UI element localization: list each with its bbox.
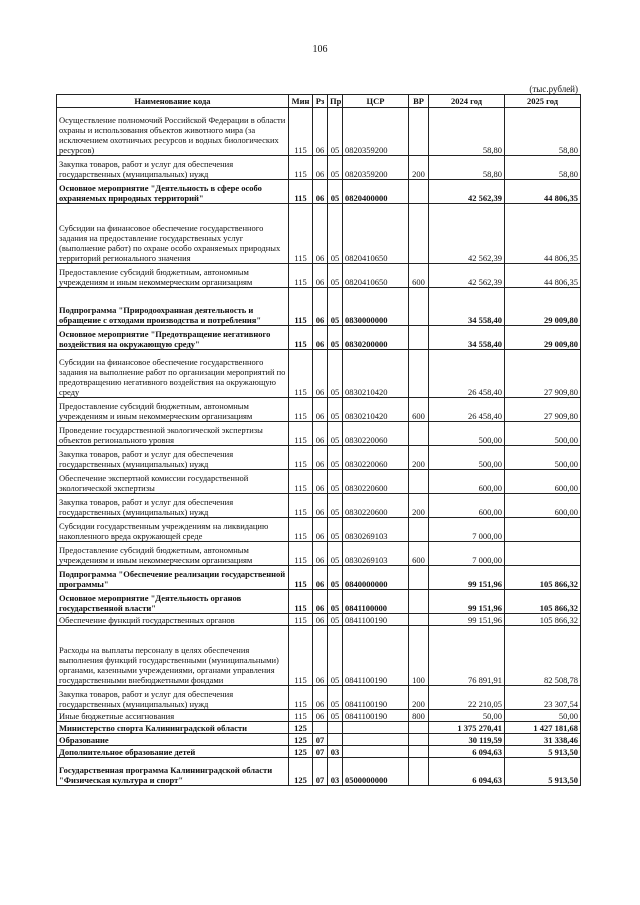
row-pr: 05 [328, 288, 343, 326]
row-rz: 06 [313, 494, 328, 518]
row-2024: 42 562,39 [429, 264, 505, 288]
table-row [57, 614, 581, 626]
row-2024: 76 891,91 [429, 626, 505, 686]
row-name: Предоставление субсидий бюджетным, автономным учреждениям и иным некоммерческим организациям [57, 264, 289, 288]
table-row [57, 350, 581, 398]
row-vr [409, 734, 429, 746]
row-vr [409, 288, 429, 326]
row-pr [328, 734, 343, 746]
row-2025: 29 009,80 [505, 288, 581, 326]
row-pr: 05 [328, 264, 343, 288]
table-row [57, 494, 581, 518]
row-pr: 05 [328, 156, 343, 180]
row-pr: 05 [328, 614, 343, 626]
row-pr: 05 [328, 326, 343, 350]
row-rz: 06 [313, 180, 328, 204]
row-rz: 06 [313, 626, 328, 686]
table-row [57, 686, 581, 710]
row-2024: 34 558,40 [429, 288, 505, 326]
row-csr: 0830220600 [343, 494, 409, 518]
row-name: Государственная программа Калининградской области "Физическая культура и спорт" [57, 758, 289, 786]
row-2024: 600,00 [429, 494, 505, 518]
header-vr: ВР [409, 95, 429, 108]
row-name: Обеспечение функций государственных органов [57, 614, 289, 626]
row-min: 115 [289, 204, 313, 264]
row-2025: 105 866,32 [505, 614, 581, 626]
row-min: 115 [289, 614, 313, 626]
row-pr: 05 [328, 518, 343, 542]
row-csr: 0830210420 [343, 398, 409, 422]
row-vr [409, 518, 429, 542]
row-vr: 200 [409, 446, 429, 470]
row-2024: 34 558,40 [429, 326, 505, 350]
row-pr: 03 [328, 758, 343, 786]
row-pr: 05 [328, 446, 343, 470]
row-min: 115 [289, 398, 313, 422]
row-pr: 05 [328, 686, 343, 710]
row-name: Субсидии на финансовое обеспечение государственного задания на предоставление государственных услуг (выполнение работ) по охране особо охраняемых природных территорий регионального значения [57, 204, 289, 264]
row-csr: 0820359200 [343, 156, 409, 180]
row-2024: 500,00 [429, 422, 505, 446]
row-rz: 06 [313, 108, 328, 156]
row-min: 115 [289, 590, 313, 614]
row-min: 115 [289, 180, 313, 204]
row-min: 115 [289, 108, 313, 156]
table-row [57, 722, 581, 734]
row-rz: 06 [313, 614, 328, 626]
row-name: Предоставление субсидий бюджетным, автономным учреждениям и иным некоммерческим организациям [57, 542, 289, 566]
row-pr: 05 [328, 626, 343, 686]
row-2024: 99 151,96 [429, 590, 505, 614]
row-vr [409, 590, 429, 614]
row-rz: 06 [313, 350, 328, 398]
row-pr: 05 [328, 108, 343, 156]
row-name: Подпрограмма "Природоохранная деятельность и обращение с отходами производства и потребления" [57, 288, 289, 326]
row-name: Закупка товаров, работ и услуг для обеспечения государственных (муниципальных) нужд [57, 156, 289, 180]
row-2025: 27 909,80 [505, 350, 581, 398]
row-2025: 50,00 [505, 710, 581, 722]
row-vr [409, 326, 429, 350]
table-row [57, 542, 581, 566]
row-2024: 6 094,63 [429, 758, 505, 786]
header-csr: ЦСР [343, 95, 409, 108]
row-2025 [505, 518, 581, 542]
row-rz: 06 [313, 566, 328, 590]
header-pr: Пр [328, 95, 343, 108]
row-min: 125 [289, 734, 313, 746]
row-vr: 100 [409, 626, 429, 686]
row-2025: 29 009,80 [505, 326, 581, 350]
header-min: Мин [289, 95, 313, 108]
row-rz: 07 [313, 758, 328, 786]
row-name: Проведение государственной экологической экспертизы объектов регионального уровня [57, 422, 289, 446]
row-2025: 44 806,35 [505, 180, 581, 204]
row-pr: 05 [328, 494, 343, 518]
row-csr: 0841100000 [343, 590, 409, 614]
table-row [57, 108, 581, 156]
table-row [57, 626, 581, 686]
row-rz: 06 [313, 422, 328, 446]
row-name: Субсидии на финансовое обеспечение государственного задания на выполнение работ по организации мероприятий по предотвращению негативного воздействия на окружающую среду [57, 350, 289, 398]
row-vr: 200 [409, 156, 429, 180]
row-name: Министерство спорта Калининградской области [57, 722, 289, 734]
row-csr: 0820410650 [343, 264, 409, 288]
row-2024: 58,80 [429, 156, 505, 180]
row-pr: 05 [328, 350, 343, 398]
row-rz: 06 [313, 204, 328, 264]
row-vr [409, 746, 429, 758]
row-csr: 0830220600 [343, 470, 409, 494]
row-vr: 200 [409, 494, 429, 518]
row-2024: 30 119,59 [429, 734, 505, 746]
row-2025: 600,00 [505, 470, 581, 494]
row-rz: 06 [313, 518, 328, 542]
row-2025: 58,80 [505, 108, 581, 156]
row-vr [409, 108, 429, 156]
row-pr: 05 [328, 470, 343, 494]
header-rz: Рз [313, 95, 328, 108]
row-min: 115 [289, 542, 313, 566]
row-csr: 0841100190 [343, 710, 409, 722]
row-2024: 600,00 [429, 470, 505, 494]
row-min: 115 [289, 446, 313, 470]
row-name: Подпрограмма "Обеспечение реализации государственной программы" [57, 566, 289, 590]
table-row [57, 710, 581, 722]
row-min: 115 [289, 156, 313, 180]
row-csr: 0830000000 [343, 288, 409, 326]
row-csr: 0830269103 [343, 518, 409, 542]
row-rz: 06 [313, 326, 328, 350]
row-rz: 06 [313, 446, 328, 470]
row-rz: 06 [313, 542, 328, 566]
row-2024: 58,80 [429, 108, 505, 156]
row-csr: 0830220060 [343, 446, 409, 470]
row-pr: 05 [328, 590, 343, 614]
table-row [57, 204, 581, 264]
row-vr: 600 [409, 398, 429, 422]
row-min: 115 [289, 350, 313, 398]
row-csr: 0841100190 [343, 626, 409, 686]
row-csr: 0500000000 [343, 758, 409, 786]
table-row [57, 264, 581, 288]
row-2025: 1 427 181,68 [505, 722, 581, 734]
row-min: 125 [289, 746, 313, 758]
row-vr [409, 566, 429, 590]
row-rz: 06 [313, 710, 328, 722]
row-min: 115 [289, 518, 313, 542]
row-csr [343, 734, 409, 746]
row-min: 115 [289, 288, 313, 326]
row-2024: 99 151,96 [429, 614, 505, 626]
row-2025: 82 508,78 [505, 626, 581, 686]
row-csr: 0830220060 [343, 422, 409, 446]
row-csr: 0830200000 [343, 326, 409, 350]
row-csr [343, 746, 409, 758]
row-vr [409, 350, 429, 398]
table-row [57, 590, 581, 614]
row-rz: 06 [313, 288, 328, 326]
row-2024: 500,00 [429, 446, 505, 470]
table-row [57, 422, 581, 446]
row-name: Осуществление полномочий Российской Федерации в области охраны и использования объектов животного мира (за исключением охотничьих ресурсов и водных биологических ресурсов) [57, 108, 289, 156]
row-pr: 05 [328, 398, 343, 422]
row-2024: 26 458,40 [429, 398, 505, 422]
row-2025: 500,00 [505, 422, 581, 446]
row-min: 115 [289, 566, 313, 590]
row-2024: 42 562,39 [429, 204, 505, 264]
row-2025: 23 307,54 [505, 686, 581, 710]
row-pr: 05 [328, 422, 343, 446]
row-name: Закупка товаров, работ и услуг для обеспечения государственных (муниципальных) нужд [57, 494, 289, 518]
row-min: 115 [289, 686, 313, 710]
row-rz: 06 [313, 590, 328, 614]
row-min: 115 [289, 494, 313, 518]
row-rz: 06 [313, 264, 328, 288]
row-csr: 0820359200 [343, 108, 409, 156]
row-min: 115 [289, 626, 313, 686]
table-row [57, 470, 581, 494]
table-row [57, 734, 581, 746]
row-pr: 05 [328, 180, 343, 204]
table-row [57, 288, 581, 326]
row-vr [409, 180, 429, 204]
row-name: Закупка товаров, работ и услуг для обеспечения государственных (муниципальных) нужд [57, 446, 289, 470]
row-pr: 03 [328, 746, 343, 758]
row-rz: 07 [313, 746, 328, 758]
row-pr [328, 722, 343, 734]
row-2025: 27 909,80 [505, 398, 581, 422]
header-2025: 2025 год [505, 95, 581, 108]
row-vr [409, 614, 429, 626]
row-2024: 42 562,39 [429, 180, 505, 204]
table-row [57, 398, 581, 422]
table-row [57, 758, 581, 786]
budget-table [56, 94, 581, 786]
row-name: Обеспечение экспертной комиссии государственной экологической экспертизы [57, 470, 289, 494]
row-pr: 05 [328, 542, 343, 566]
units-label: (тыс.рублей) [529, 84, 578, 94]
row-min: 115 [289, 264, 313, 288]
row-2024: 99 151,96 [429, 566, 505, 590]
header-2024: 2024 год [429, 95, 505, 108]
row-2025: 105 866,32 [505, 590, 581, 614]
row-2025: 58,80 [505, 156, 581, 180]
table-row [57, 566, 581, 590]
row-name: Предоставление субсидий бюджетным, автономным учреждениям и иным некоммерческим организациям [57, 398, 289, 422]
row-name: Основное мероприятие "Деятельность органов государственной власти" [57, 590, 289, 614]
row-csr: 0830210420 [343, 350, 409, 398]
row-min: 115 [289, 470, 313, 494]
row-csr: 0820410650 [343, 204, 409, 264]
row-csr: 0820400000 [343, 180, 409, 204]
row-vr [409, 422, 429, 446]
row-2025: 500,00 [505, 446, 581, 470]
row-csr: 0841100190 [343, 614, 409, 626]
table-header-row [57, 95, 581, 108]
row-rz: 06 [313, 686, 328, 710]
row-2025: 5 913,50 [505, 758, 581, 786]
page-number: 106 [312, 44, 328, 55]
row-csr: 0841100190 [343, 686, 409, 710]
table-row [57, 746, 581, 758]
row-vr [409, 204, 429, 264]
row-2025: 105 866,32 [505, 566, 581, 590]
row-2025 [505, 542, 581, 566]
row-2024: 6 094,63 [429, 746, 505, 758]
row-2025: 44 806,35 [505, 204, 581, 264]
row-vr [409, 470, 429, 494]
row-min: 115 [289, 326, 313, 350]
row-rz [313, 722, 328, 734]
row-name: Субсидии государственным учреждениям на ликвидацию накопленного вреда окружающей среде [57, 518, 289, 542]
row-2025: 31 338,46 [505, 734, 581, 746]
row-min: 125 [289, 758, 313, 786]
row-2025: 44 806,35 [505, 264, 581, 288]
row-vr: 200 [409, 686, 429, 710]
table-row [57, 446, 581, 470]
row-name: Образование [57, 734, 289, 746]
row-rz: 07 [313, 734, 328, 746]
row-min: 115 [289, 422, 313, 446]
row-2024: 26 458,40 [429, 350, 505, 398]
row-vr: 600 [409, 264, 429, 288]
row-name: Дополнительное образование детей [57, 746, 289, 758]
table-row [57, 156, 581, 180]
row-csr: 0840000000 [343, 566, 409, 590]
row-2024: 1 375 270,41 [429, 722, 505, 734]
row-2024: 50,00 [429, 710, 505, 722]
header-name: Наименование кода [57, 95, 289, 108]
table-row [57, 326, 581, 350]
row-name: Расходы на выплаты персоналу в целях обеспечения выполнения функций государственными (муниципальными) органами, казенными учреждениями, органами управления государственными внебюджетными фондами [57, 626, 289, 686]
row-vr [409, 758, 429, 786]
row-2024: 7 000,00 [429, 518, 505, 542]
row-name: Основное мероприятие "Предотвращение негативного воздействия на окружающую среду" [57, 326, 289, 350]
row-vr: 600 [409, 542, 429, 566]
row-2025: 600,00 [505, 494, 581, 518]
row-pr: 05 [328, 710, 343, 722]
row-name: Основное мероприятие "Деятельность в сфере особо охраняемых природных территорий" [57, 180, 289, 204]
row-min: 125 [289, 722, 313, 734]
row-name: Закупка товаров, работ и услуг для обеспечения государственных (муниципальных) нужд [57, 686, 289, 710]
table-row [57, 518, 581, 542]
row-rz: 06 [313, 398, 328, 422]
row-vr [409, 722, 429, 734]
row-rz: 06 [313, 156, 328, 180]
row-rz: 06 [313, 470, 328, 494]
row-min: 115 [289, 710, 313, 722]
row-vr: 800 [409, 710, 429, 722]
row-2024: 22 210,05 [429, 686, 505, 710]
table-row [57, 180, 581, 204]
row-csr: 0830269103 [343, 542, 409, 566]
row-pr: 05 [328, 566, 343, 590]
row-pr: 05 [328, 204, 343, 264]
row-2024: 7 000,00 [429, 542, 505, 566]
row-csr [343, 722, 409, 734]
row-2025: 5 913,50 [505, 746, 581, 758]
row-name: Иные бюджетные ассигнования [57, 710, 289, 722]
